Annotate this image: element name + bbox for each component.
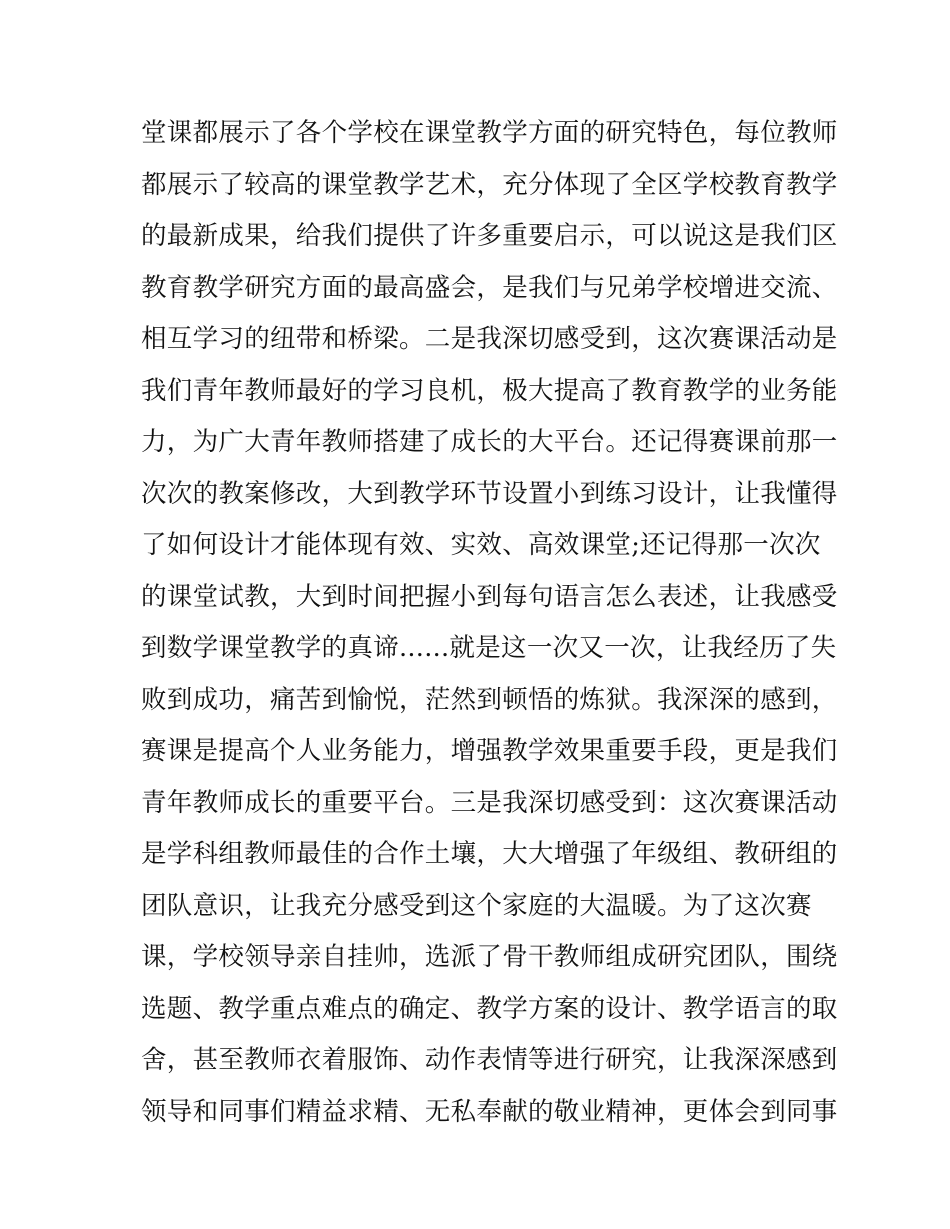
text-line: 的最新成果，给我们提供了许多重要启示，可以说这是我们区 — [141, 221, 838, 251]
text-line: 次次的教案修改，大到教学环节设置小到练习设计，让我懂得 — [141, 478, 838, 509]
text-line: 相互学习的纽带和桥梁。二是我深切感受到，这次赛课活动是 — [141, 324, 838, 354]
text-line: 力，为广大青年教师搭建了成长的大平台。还记得赛课前那一 — [141, 427, 838, 457]
text-line: 舍，甚至教师衣着服饰、动作表情等进行研究，让我深深感到 — [141, 1045, 838, 1075]
text-line: 我们青年教师最好的学习良机，极大提高了教育教学的业务能 — [141, 375, 838, 406]
text-line: 领导和同事们精益求精、无私奉献的敬业精神，更体会到同事 — [141, 1096, 838, 1127]
text-line: 堂课都展示了各个学校在课堂教学方面的研究特色，每位教师 — [141, 118, 838, 148]
text-line: 教育教学研究方面的最高盛会，是我们与兄弟学校增进交流、 — [141, 272, 838, 303]
text-line: 青年教师成长的重要平台。三是我深切感受到：这次赛课活动 — [141, 787, 838, 818]
text-line: 选题、教学重点难点的确定、教学方案的设计、教学语言的取 — [141, 993, 838, 1024]
text-line: 都展示了较高的课堂教学艺术，充分体现了全区学校教育教学 — [141, 169, 838, 200]
text-line: 是学科组教师最佳的合作土壤，大大增强了年级组、教研组的 — [141, 839, 838, 869]
text-line: 了如何设计才能体现有效、实效、高效课堂;还记得那一次次 — [141, 530, 821, 560]
text-line: 课，学校领导亲自挂帅，选派了骨干教师组成研究团队，围绕 — [141, 942, 838, 972]
text-line: 到数学课堂教学的真谛......就是这一次又一次，让我经历了失 — [141, 633, 837, 663]
text-line: 团队意识，让我充分感受到这个家庭的大温暖。为了这次赛 — [141, 890, 812, 921]
text-line: 赛课是提高个人业务能力，增强教学效果重要手段，更是我们 — [141, 736, 838, 766]
body-text — [141, 108, 838, 1138]
text-line: 败到成功，痛苦到愉悦，茫然到顿悟的炼狱。我深深的感到， — [141, 684, 838, 715]
text-line: 的课堂试教，大到时间把握小到每句语言怎么表述，让我感受 — [141, 581, 838, 612]
